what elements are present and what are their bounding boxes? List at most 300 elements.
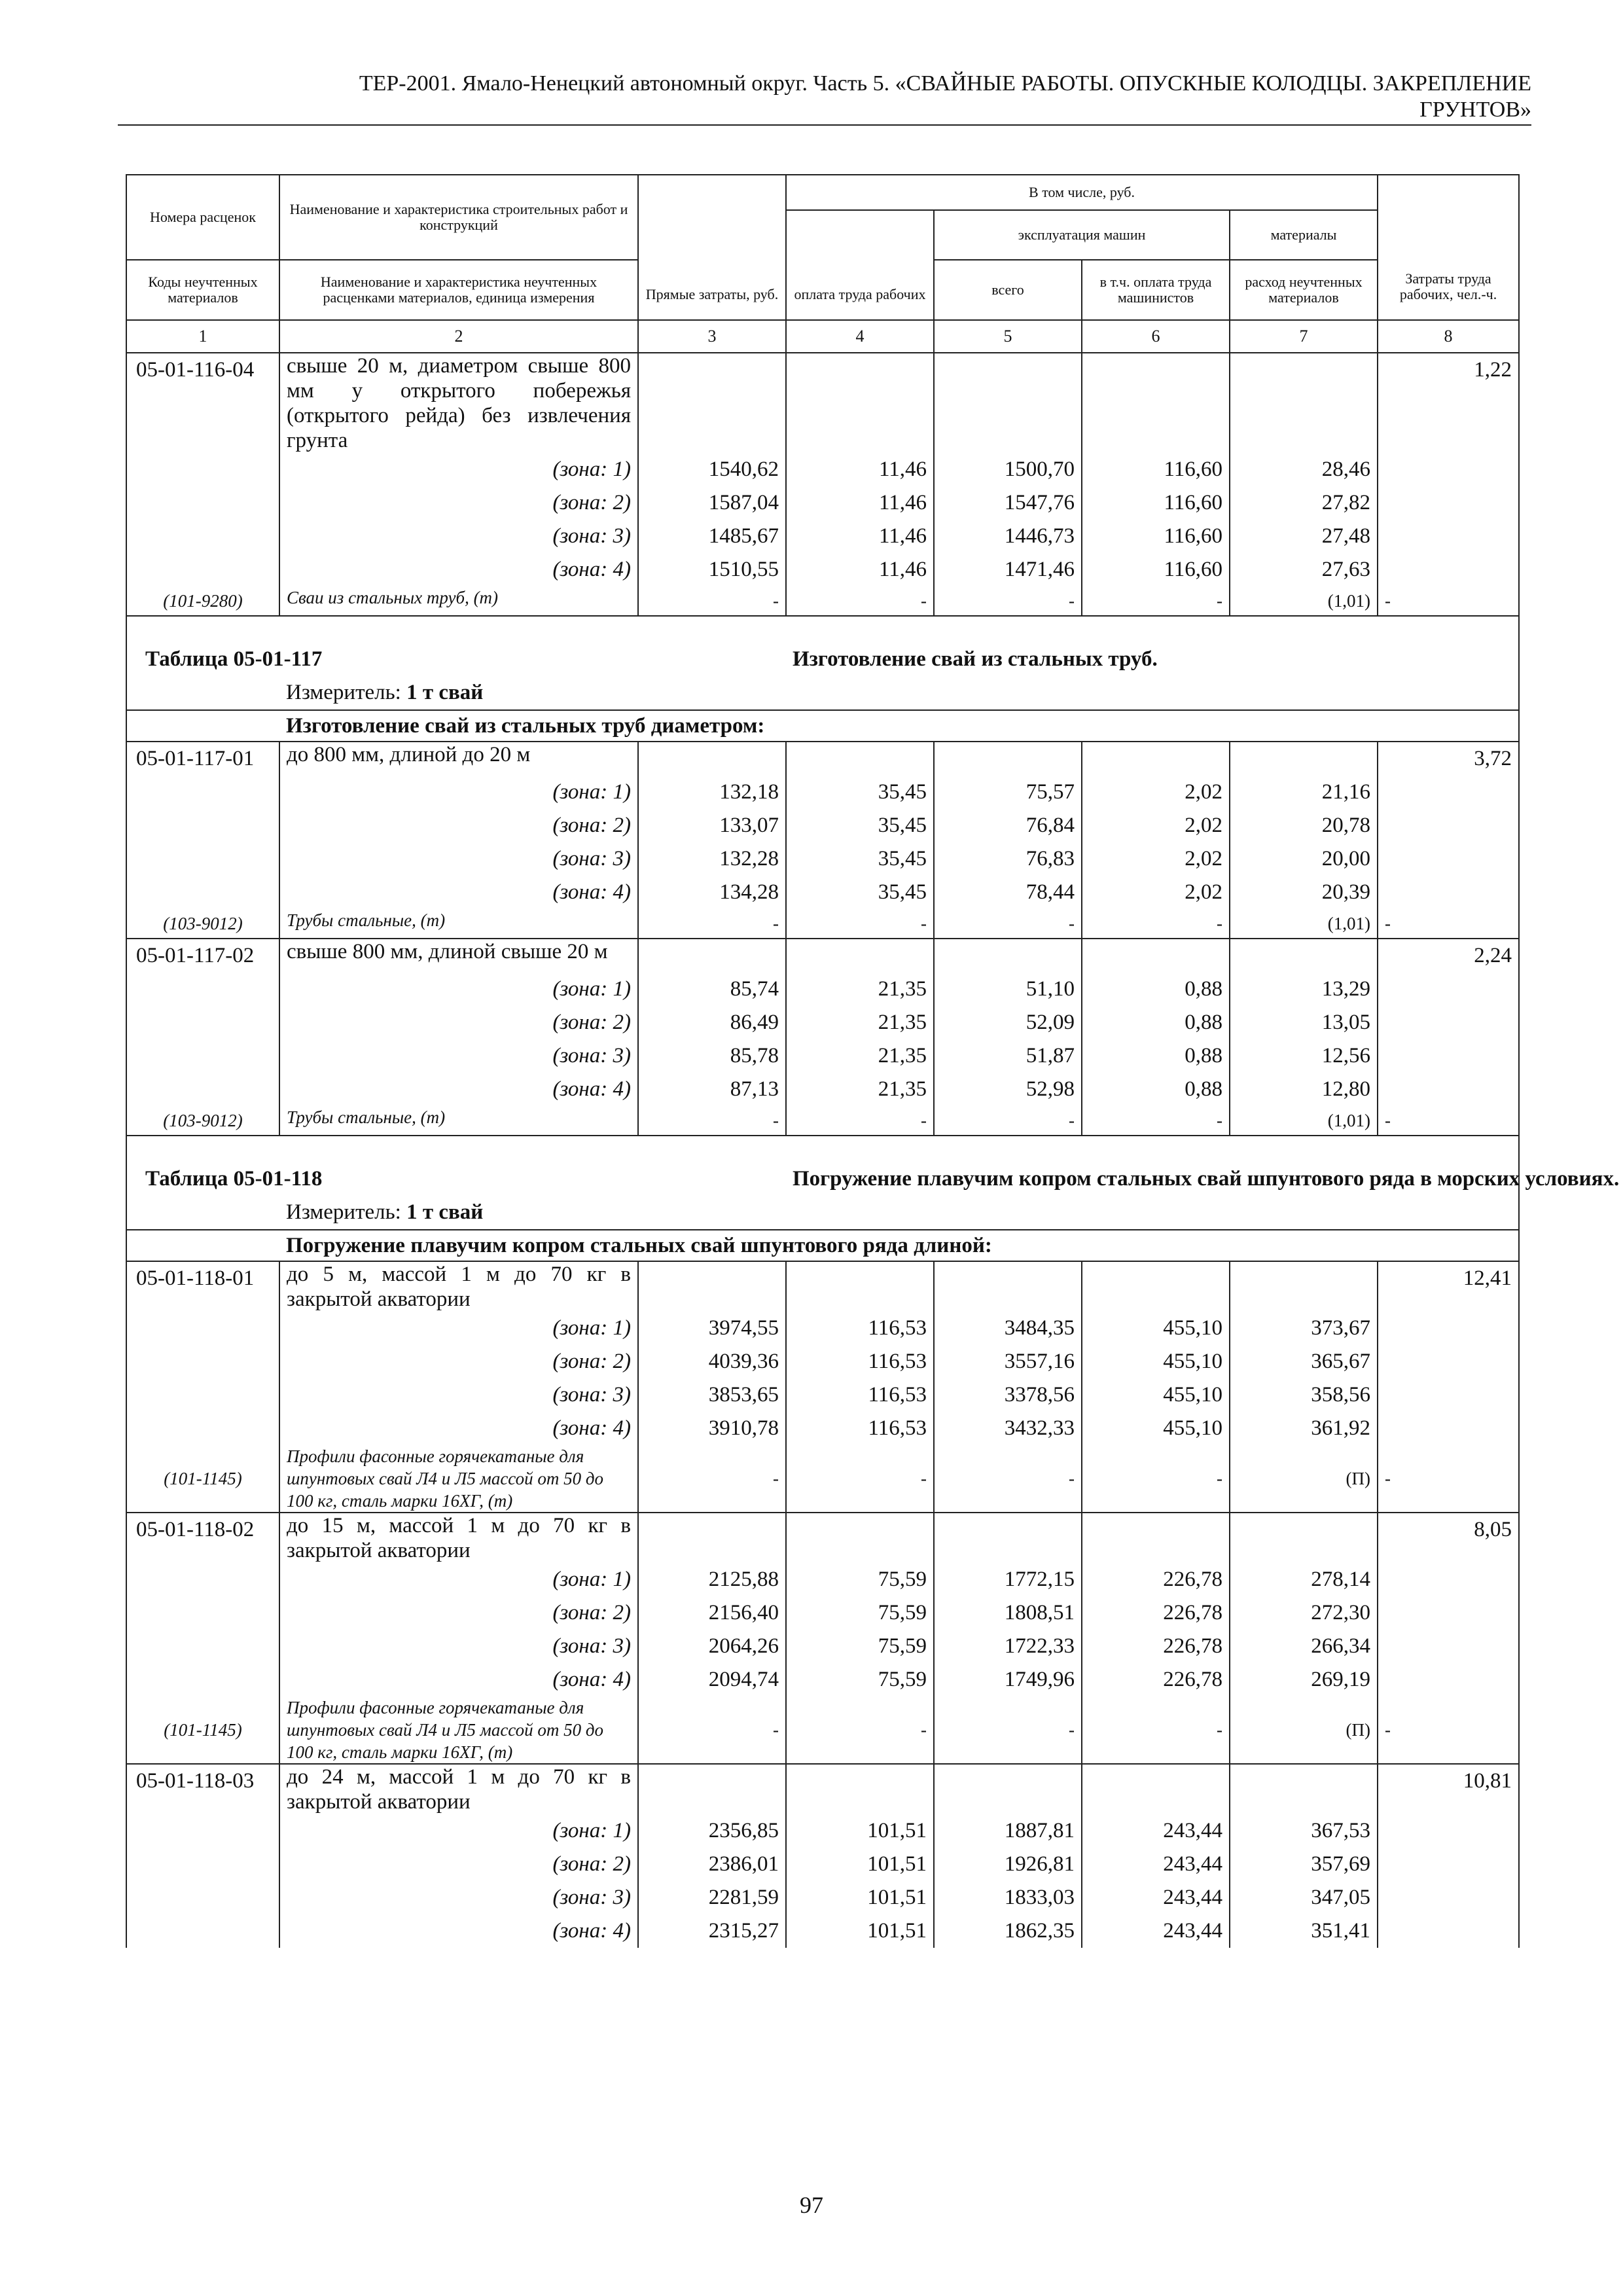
operator-wage: 0,88 [1082,973,1230,1006]
empty-cell [1378,876,1519,909]
rate-code: 05-01-118-01 [126,1261,279,1312]
worker-wage: 35,45 [786,842,934,876]
direct-cost: 85,74 [638,973,786,1006]
empty-cell [786,1513,934,1563]
empty-cell [1378,1563,1519,1596]
col-pryamye: Прямые затраты, руб. [638,175,786,320]
zone-label: (зона: 2) [279,1848,638,1881]
table-title: Таблица 05-01-118 [126,1136,786,1196]
measure-label: Измеритель: [286,1200,401,1224]
rate-row [126,1764,1519,1814]
col-naim-mat: Наименование и характеристика неучтенных расценками материалов, единица измерения [279,260,638,320]
dash-cell: - [786,1106,934,1136]
direct-cost: 2315,27 [638,1914,786,1948]
direct-cost: 132,28 [638,842,786,876]
empty-cell [1378,776,1519,809]
material-row [126,586,1519,616]
material-cost: 20,00 [1230,842,1378,876]
direct-cost: 2156,40 [638,1596,786,1630]
dash-cell: - [1378,1696,1519,1764]
zone-label: (зона: 4) [279,1412,638,1445]
machine-cost: 1862,35 [934,1914,1082,1948]
empty-cell [1378,1848,1519,1881]
empty-cell [786,353,934,453]
material-code: (101-1145) [126,1696,279,1764]
dash-cell: - [1378,1106,1519,1136]
measure-row [126,676,1519,710]
dash-cell: - [934,1445,1082,1513]
operator-wage: 455,10 [1082,1345,1230,1378]
rate-description: до 5 м, массой 1 м до 70 кг в закрытой акватории [279,1261,638,1312]
zone-label: (зона: 2) [279,1345,638,1378]
direct-cost: 1587,04 [638,486,786,520]
zone-label: (зона: 4) [279,553,638,586]
dash-cell: - [638,909,786,939]
col-oplata: оплата труда рабочих [786,210,934,320]
worker-wage: 11,46 [786,520,934,553]
zone-row [126,520,1519,553]
empty-cell [126,842,279,876]
direct-cost: 4039,36 [638,1345,786,1378]
operator-wage: 0,88 [1082,1039,1230,1073]
dash-cell: - [1082,1445,1230,1513]
empty-cell [126,486,279,520]
labor-cost: 8,05 [1378,1513,1519,1563]
direct-cost: 132,18 [638,776,786,809]
machine-cost: 3378,56 [934,1378,1082,1412]
direct-cost: 3974,55 [638,1312,786,1345]
material-cost: 12,80 [1230,1073,1378,1106]
empty-cell [126,453,279,486]
empty-cell [126,809,279,842]
direct-cost: 2094,74 [638,1663,786,1696]
worker-wage: 21,35 [786,1073,934,1106]
empty-cell [934,742,1082,776]
worker-wage: 21,35 [786,1039,934,1073]
header-rule [118,124,1531,126]
dash-cell: - [786,586,934,616]
zone-row [126,486,1519,520]
material-cost: 20,78 [1230,809,1378,842]
rate-code: 05-01-118-03 [126,1764,279,1814]
operator-wage: 455,10 [1082,1412,1230,1445]
empty-cell [126,1663,279,1696]
empty-cell [1378,553,1519,586]
material-cost: 367,53 [1230,1814,1378,1848]
zone-row [126,1563,1519,1596]
zone-row [126,1596,1519,1630]
rate-code: 05-01-117-02 [126,939,279,973]
machine-cost: 1808,51 [934,1596,1082,1630]
worker-wage: 11,46 [786,453,934,486]
material-cost: 27,63 [1230,553,1378,586]
labor-cost: 1,22 [1378,353,1519,453]
material-cost: 373,67 [1230,1312,1378,1345]
empty-cell [934,939,1082,973]
col-num: 6 [1082,320,1230,353]
material-code: (103-9012) [126,909,279,939]
col-naim: Наименование и характеристика строительных работ и конструкций [279,175,638,260]
measure [279,1196,1519,1230]
material-consumption: (П) [1230,1696,1378,1764]
labor-cost: 2,24 [1378,939,1519,973]
dash-cell: - [1378,586,1519,616]
operator-wage: 243,44 [1082,1881,1230,1914]
operator-wage: 2,02 [1082,776,1230,809]
operator-wage: 226,78 [1082,1596,1230,1630]
empty-cell [126,1230,279,1261]
measure-row [126,1196,1519,1230]
worker-wage: 101,51 [786,1814,934,1848]
dash-cell: - [786,909,934,939]
operator-wage: 226,78 [1082,1630,1230,1663]
header-line-2: ГРУНТОВ» [1419,98,1531,122]
material-cost: 269,19 [1230,1663,1378,1696]
rate-description: свыше 20 м, диаметром свыше 800 мм у открытого побережья (открытого рейда) без извлечения грунта [279,353,638,453]
empty-cell [934,1513,1082,1563]
dash-cell: - [1082,1106,1230,1136]
material-description: Профили фасонные горячекатаные для шпунтовых свай Л4 и Л5 массой от 50 до 100 кг, сталь марки 16ХГ, (т) [279,1696,638,1764]
material-consumption: (1,01) [1230,909,1378,939]
zone-label: (зона: 1) [279,776,638,809]
zone-row [126,453,1519,486]
running-header [118,71,1531,123]
empty-cell [1378,1039,1519,1073]
col-num: 4 [786,320,934,353]
zone-row [126,1412,1519,1445]
measure-value: 1 т свай [406,1200,484,1224]
empty-cell [1082,1261,1230,1312]
empty-cell [934,353,1082,453]
zone-row [126,1663,1519,1696]
machine-cost: 3557,16 [934,1345,1082,1378]
machine-cost: 3432,33 [934,1412,1082,1445]
empty-cell [1230,939,1378,973]
rate-description: до 15 м, массой 1 м до 70 кг в закрытой акватории [279,1513,638,1563]
machine-cost: 78,44 [934,876,1082,909]
operator-wage: 116,60 [1082,553,1230,586]
empty-cell [126,776,279,809]
material-consumption: (П) [1230,1445,1378,1513]
empty-cell [638,353,786,453]
empty-cell [126,553,279,586]
machine-cost: 52,09 [934,1006,1082,1039]
material-code: (101-9280) [126,586,279,616]
zone-label: (зона: 2) [279,1006,638,1039]
dash-cell: - [638,1696,786,1764]
worker-wage: 116,53 [786,1378,934,1412]
direct-cost: 2386,01 [638,1848,786,1881]
direct-cost: 86,49 [638,1006,786,1039]
material-consumption: (1,01) [1230,1106,1378,1136]
dash-cell: - [786,1696,934,1764]
material-cost: 21,16 [1230,776,1378,809]
direct-cost: 2125,88 [638,1563,786,1596]
empty-cell [1082,353,1230,453]
zone-row [126,1006,1519,1039]
empty-cell [1378,973,1519,1006]
machine-cost: 76,83 [934,842,1082,876]
dash-cell: - [1378,909,1519,939]
empty-cell [786,1261,934,1312]
empty-cell [126,876,279,909]
labor-cost: 12,41 [1378,1261,1519,1312]
empty-cell [1378,1006,1519,1039]
worker-wage: 116,53 [786,1345,934,1378]
worker-wage: 101,51 [786,1881,934,1914]
table-body [126,353,1620,1948]
zone-row [126,1814,1519,1848]
dash-cell: - [638,1445,786,1513]
machine-cost: 1772,15 [934,1563,1082,1596]
empty-cell [126,1006,279,1039]
operator-wage: 0,88 [1082,1006,1230,1039]
zone-label: (зона: 1) [279,1563,638,1596]
material-cost: 266,34 [1230,1630,1378,1663]
col-kody: Коды неучтенных материалов [126,260,279,320]
zone-row [126,876,1519,909]
operator-wage: 226,78 [1082,1663,1230,1696]
table-name: Изготовление свай из стальных труб. [786,616,1519,676]
worker-wage: 11,46 [786,553,934,586]
empty-cell [1082,939,1230,973]
zone-label: (зона: 3) [279,1039,638,1073]
machine-cost: 51,87 [934,1039,1082,1073]
empty-cell [1230,353,1378,453]
zone-row [126,776,1519,809]
machine-cost: 51,10 [934,973,1082,1006]
empty-cell [934,1261,1082,1312]
empty-cell [1378,1881,1519,1914]
zone-row [126,1039,1519,1073]
empty-cell [1082,742,1230,776]
dash-cell: - [934,1696,1082,1764]
material-cost: 27,82 [1230,486,1378,520]
operator-wage: 0,88 [1082,1073,1230,1106]
rate-description: свыше 800 мм, длиной свыше 20 м [279,939,638,973]
machine-cost: 1500,70 [934,453,1082,486]
dash-cell: - [1082,909,1230,939]
empty-cell [638,1764,786,1814]
section-row [126,1230,1519,1261]
section-row [126,710,1519,742]
direct-cost: 2281,59 [638,1881,786,1914]
empty-cell [934,1764,1082,1814]
section-heading: Изготовление свай из стальных труб диаметром: [279,710,1519,742]
material-cost: 361,92 [1230,1412,1378,1445]
operator-wage: 243,44 [1082,1914,1230,1948]
zone-label: (зона: 1) [279,1814,638,1848]
rate-code: 05-01-117-01 [126,742,279,776]
col-eksp: эксплуатация машин [934,210,1230,260]
empty-cell [1378,1914,1519,1948]
zone-label: (зона: 3) [279,1630,638,1663]
empty-cell [1378,1312,1519,1345]
empty-cell [786,939,934,973]
zone-label: (зона: 3) [279,520,638,553]
material-cost: 272,30 [1230,1596,1378,1630]
zone-label: (зона: 4) [279,876,638,909]
empty-cell [1378,1814,1519,1848]
worker-wage: 116,53 [786,1312,934,1345]
zone-label: (зона: 2) [279,486,638,520]
machine-cost: 75,57 [934,776,1082,809]
measure-label: Измеритель: [286,681,401,704]
material-cost: 28,46 [1230,453,1378,486]
col-zatraty: Затраты труда рабочих, чел.-ч. [1378,175,1519,320]
material-cost: 27,48 [1230,520,1378,553]
material-cost: 347,05 [1230,1881,1378,1914]
zone-row [126,1312,1519,1345]
empty-cell [1378,809,1519,842]
col-num: 2 [279,320,638,353]
col-nomera: Номера расценок [126,175,279,260]
rate-row [126,939,1519,973]
empty-cell [786,742,934,776]
table-title: Таблица 05-01-117 [126,616,786,676]
empty-cell [1230,1764,1378,1814]
material-consumption: (1,01) [1230,586,1378,616]
worker-wage: 101,51 [786,1914,934,1948]
zone-label: (зона: 1) [279,973,638,1006]
empty-cell [126,1196,279,1230]
col-vtch: в т.ч. оплата труда машинистов [1082,260,1230,320]
empty-cell [1378,1412,1519,1445]
zone-label: (зона: 3) [279,1378,638,1412]
material-cost: 357,69 [1230,1848,1378,1881]
dash-cell: - [786,1445,934,1513]
material-description: Сваи из стальных труб, (т) [279,586,638,616]
empty-cell [1082,1513,1230,1563]
operator-wage: 226,78 [1082,1563,1230,1596]
material-cost: 278,14 [1230,1563,1378,1596]
rate-description: до 24 м, массой 1 м до 70 кг в закрытой акватории [279,1764,638,1814]
zone-label: (зона: 2) [279,809,638,842]
material-row [126,1696,1519,1764]
direct-cost: 1540,62 [638,453,786,486]
zone-label: (зона: 3) [279,1881,638,1914]
dash-cell: - [934,909,1082,939]
operator-wage: 116,60 [1082,520,1230,553]
empty-cell [638,1513,786,1563]
empty-cell [1378,520,1519,553]
zone-label: (зона: 3) [279,842,638,876]
empty-cell [126,1312,279,1345]
zone-label: (зона: 1) [279,1312,638,1345]
operator-wage: 2,02 [1082,842,1230,876]
dash-cell: - [1082,586,1230,616]
empty-cell [1378,453,1519,486]
section-heading: Погружение плавучим копром стальных свай шпунтового ряда длиной: [279,1230,1519,1261]
machine-cost: 1749,96 [934,1663,1082,1696]
empty-cell [126,520,279,553]
empty-cell [1082,1764,1230,1814]
worker-wage: 116,53 [786,1412,934,1445]
worker-wage: 101,51 [786,1848,934,1881]
material-description: Трубы стальные, (т) [279,909,638,939]
material-code: (103-9012) [126,1106,279,1136]
direct-cost: 2356,85 [638,1814,786,1848]
col-num: 1 [126,320,279,353]
table-title-row [126,616,1519,676]
empty-cell [126,1814,279,1848]
empty-cell [786,1764,934,1814]
measure-value: 1 т свай [406,681,484,704]
zone-row [126,1881,1519,1914]
labor-cost: 10,81 [1378,1764,1519,1814]
worker-wage: 11,46 [786,486,934,520]
rate-description: до 800 мм, длиной до 20 м [279,742,638,776]
labor-cost: 3,72 [1378,742,1519,776]
direct-cost: 3910,78 [638,1412,786,1445]
empty-cell [1378,842,1519,876]
empty-cell [126,676,279,710]
dash-cell: - [1082,1696,1230,1764]
zone-row [126,1630,1519,1663]
worker-wage: 75,59 [786,1563,934,1596]
operator-wage: 2,02 [1082,876,1230,909]
machine-cost: 1926,81 [934,1848,1082,1881]
empty-cell [1378,1073,1519,1106]
direct-cost: 3853,65 [638,1378,786,1412]
machine-cost: 1887,81 [934,1814,1082,1848]
material-cost: 13,05 [1230,1006,1378,1039]
empty-cell [1230,742,1378,776]
material-row [126,1445,1519,1513]
zone-row [126,842,1519,876]
rate-code: 05-01-118-02 [126,1513,279,1563]
col-vtom: В том числе, руб. [786,175,1378,210]
operator-wage: 116,60 [1082,486,1230,520]
empty-cell [126,1412,279,1445]
col-num: 3 [638,320,786,353]
material-cost: 358,56 [1230,1378,1378,1412]
col-materials: материалы [1230,210,1378,260]
col-vsego: всего [934,260,1082,320]
worker-wage: 21,35 [786,973,934,1006]
material-description: Трубы стальные, (т) [279,1106,638,1136]
empty-cell [1230,1513,1378,1563]
empty-cell [126,1914,279,1948]
empty-cell [126,1848,279,1881]
machine-cost: 52,98 [934,1073,1082,1106]
dash-cell: - [934,1106,1082,1136]
measure [279,676,1519,710]
direct-cost: 1485,67 [638,520,786,553]
material-cost: 351,41 [1230,1914,1378,1948]
worker-wage: 35,45 [786,809,934,842]
operator-wage: 2,02 [1082,809,1230,842]
empty-cell [126,1039,279,1073]
empty-cell [126,1881,279,1914]
empty-cell [1378,1345,1519,1378]
col-num: 7 [1230,320,1378,353]
header-line-1: ТЕР-2001. Ямало-Ненецкий автономный округ. Часть 5. «СВАЙНЫЕ РАБОТЫ. ОПУСКНЫЕ КОЛОДЦЫ. ЗАКРЕПЛЕНИЕ [359,71,1531,96]
material-cost: 365,67 [1230,1345,1378,1378]
worker-wage: 75,59 [786,1630,934,1663]
rate-row [126,742,1519,776]
empty-cell [1378,1663,1519,1696]
empty-cell [126,1563,279,1596]
dash-cell: - [638,586,786,616]
material-cost: 12,56 [1230,1039,1378,1073]
zone-label: (зона: 4) [279,1663,638,1696]
worker-wage: 75,59 [786,1663,934,1696]
empty-cell [638,1261,786,1312]
empty-cell [126,1630,279,1663]
price-table [126,174,1620,1948]
empty-cell [1230,1261,1378,1312]
